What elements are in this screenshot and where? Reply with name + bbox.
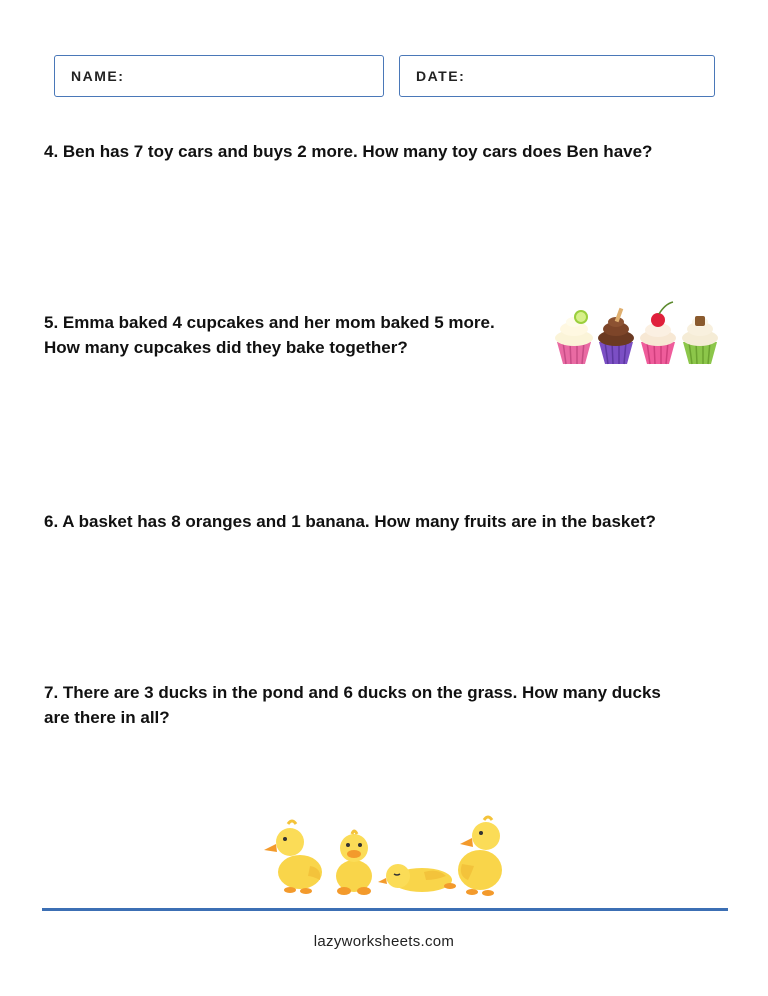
cupcake-chocolate-icon	[598, 308, 634, 364]
question-7	[44, 680, 744, 730]
name-label: NAME:	[71, 68, 125, 84]
question-6-line-1: 6. A basket has 8 oranges and 1 banana. How many fruits are in the basket?	[44, 512, 656, 531]
question-7-line-2: are there in all?	[44, 708, 170, 727]
cupcake-lime-icon	[555, 310, 593, 364]
cupcake-cherry-icon	[640, 302, 676, 364]
cupcake-green-icon	[682, 316, 718, 364]
question-6	[44, 509, 656, 534]
date-field[interactable]	[399, 55, 715, 97]
ducks-icon	[262, 814, 508, 898]
question-5	[44, 310, 495, 360]
date-label: DATE:	[416, 68, 466, 84]
cupcakes-icon	[553, 298, 719, 370]
question-4	[44, 139, 652, 164]
footer-divider	[42, 908, 728, 911]
duck-lying-icon	[378, 864, 456, 892]
question-4-line-1: 4. Ben has 7 toy cars and buys 2 more. How many toy cars does Ben have?	[44, 142, 653, 161]
name-field[interactable]	[54, 55, 384, 97]
question-5-line-1: 5. Emma baked 4 cupcakes and her mom baked 5 more.	[44, 313, 495, 332]
footer-site: lazyworksheets.com	[313, 933, 455, 950]
duck-standing-2-icon	[458, 817, 502, 896]
question-7-line-1: 7. There are 3 ducks in the pond and 6 ducks on the grass. How many ducks	[44, 683, 661, 702]
duck-sitting-icon	[336, 831, 372, 895]
question-5-line-2: How many cupcakes did they bake together?	[44, 338, 408, 357]
duck-standing-icon	[264, 821, 322, 894]
